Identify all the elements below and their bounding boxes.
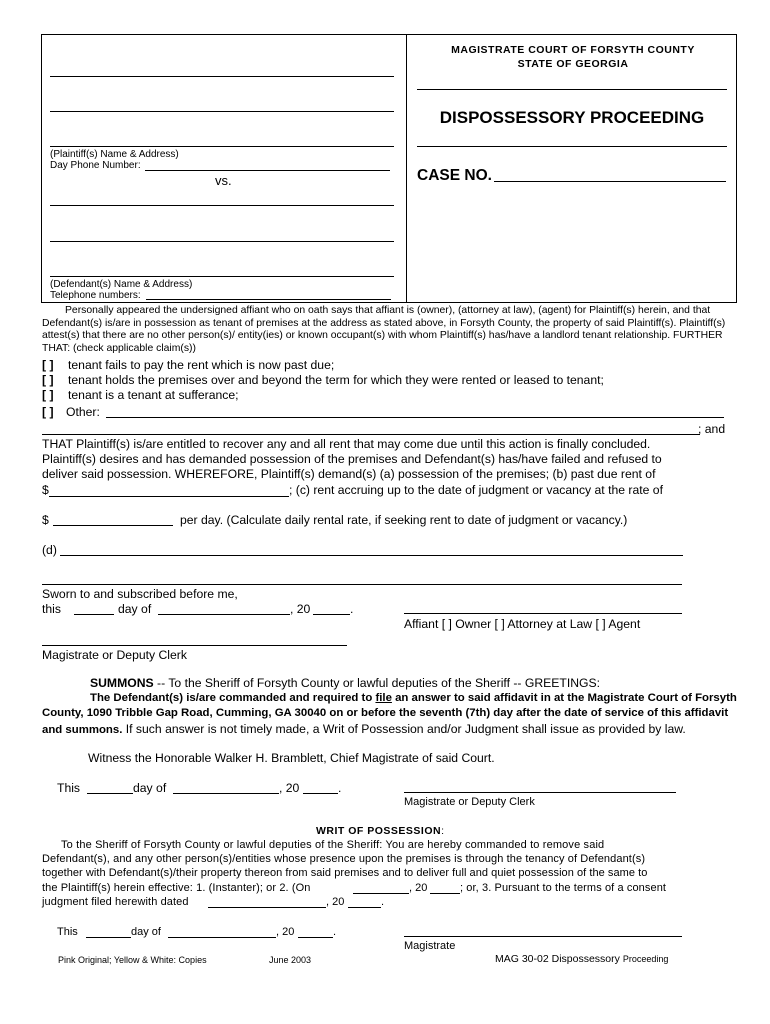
- summons-heading-line: [90, 676, 600, 691]
- claim-d-field-1[interactable]: [60, 555, 683, 556]
- writ-line-5a: judgment filed herewith dated: [42, 896, 189, 908]
- footer-date: June 2003: [269, 955, 312, 965]
- other-claim-field-2[interactable]: [42, 434, 700, 435]
- rent-line-3: deliver said possession. WHEREFORE, Plaintiff(s) demand(s) (a) possession of the premises; (b) past due rent of: [42, 467, 656, 481]
- writ-day-of: day of: [131, 926, 161, 938]
- rent-line-1: THAT Plaintiff(s) is/are entitled to recover any and all rent that may come due until this action is finally concluded.: [42, 437, 651, 451]
- claim-3-text: tenant is a tenant at sufferance;: [68, 388, 239, 402]
- footer-form-suffix: Proceeding: [622, 954, 669, 964]
- plaintiff-line-2[interactable]: [50, 111, 394, 112]
- plaintiff-label: (Plaintiff(s) Name & Address): [50, 149, 179, 160]
- summons-day-of: day of: [133, 781, 167, 795]
- summons-period: .: [338, 781, 342, 795]
- writ-line-4b: , 20: [409, 882, 428, 894]
- caption-divider: [406, 34, 407, 303]
- affiant-signature-line[interactable]: [404, 613, 682, 614]
- writ-effective-year-field[interactable]: [430, 893, 460, 894]
- caption-box: [41, 34, 737, 303]
- case-no-label: CASE NO.: [417, 167, 492, 184]
- writ-line-4a: the Plaintiff(s) herein effective: 1. (Instanter); or 2. (On: [42, 882, 311, 894]
- sworn-year-prefix: , 20: [290, 602, 311, 616]
- and-text: ; and: [698, 422, 726, 436]
- writ-heading: WRIT OF POSSESSION: [316, 825, 442, 837]
- header-rule-1: [417, 89, 727, 90]
- writ-heading-line: [316, 825, 445, 837]
- summons-year-field[interactable]: [303, 793, 338, 794]
- writ-signature-line[interactable]: [404, 936, 682, 937]
- writ-judgment-year-field[interactable]: [348, 907, 381, 908]
- writ-line-5b: , 20: [326, 896, 345, 908]
- sworn-day-field[interactable]: [74, 614, 114, 615]
- court-state: STATE OF GEORGIA: [517, 58, 629, 70]
- rent-line-2: Plaintiff(s) desires and has demanded possession of the premises and Defendant(s) has/have failed and refused to: [42, 452, 662, 466]
- claim-4-text: Other:: [66, 405, 100, 419]
- d-label: (d): [42, 543, 57, 557]
- document-title: DISPOSSESSORY PROCEEDING: [439, 108, 705, 127]
- sworn-month-field[interactable]: [158, 614, 290, 615]
- writ-year-field[interactable]: [298, 937, 333, 938]
- vs-label: vs.: [215, 173, 232, 188]
- writ-month-field[interactable]: [168, 937, 276, 938]
- writ-line-2: Defendant(s), and any other person(s)/entities whose presence upon the premises is through the tenancy of Defendant(s): [42, 853, 646, 865]
- summons-command-post: an answer to said affidavit in at the Magistrate Court of Forsyth County, 1090 Tribble Gap Road, Cumming, GA 30040 on or before the seventh (7th) day after the date of service of this affidavit and summons.: [42, 692, 737, 736]
- court-name: MAGISTRATE COURT OF FORSYTH COUNTY: [451, 44, 695, 56]
- summons-year-prefix: , 20: [279, 781, 300, 795]
- defendant-line-1[interactable]: [50, 205, 394, 206]
- claim-2-checkbox[interactable]: [ ]: [42, 373, 54, 387]
- sworn-year-field[interactable]: [313, 614, 350, 615]
- plaintiff-phone-label: Day Phone Number:: [50, 160, 141, 171]
- summons-signature-line[interactable]: [404, 792, 676, 793]
- footer-copies: Pink Original; Yellow & White: Copies: [58, 955, 207, 965]
- other-claim-field-1[interactable]: [106, 417, 724, 418]
- defendant-phone-label: Telephone numbers:: [50, 290, 141, 301]
- claim-d-field-2[interactable]: [42, 584, 682, 585]
- daily-rate-field[interactable]: [53, 525, 173, 526]
- summons-file-word: file: [375, 692, 392, 704]
- claim-1-checkbox[interactable]: [ ]: [42, 358, 54, 372]
- affiant-capacity[interactable]: Affiant [ ] Owner [ ] Attorney at Law [ ] Agent: [404, 617, 641, 631]
- daily-rate-dollar: $: [42, 513, 49, 527]
- writ-line-4c: ; or, 3. Pursuant to the terms of a consent: [460, 882, 667, 894]
- claim-2-text: tenant holds the premises over and beyond the term for which they were rented or leased to tenant;: [68, 373, 604, 387]
- summons-signer: Magistrate or Deputy Clerk: [404, 796, 535, 808]
- writ-this: This: [57, 926, 78, 938]
- writ-signer: Magistrate: [404, 940, 456, 952]
- summons-month-field[interactable]: [173, 793, 279, 794]
- writ-line-3: together with Defendant(s)/their property thereon from said premises and to deliver full and quiet possession of the same to: [42, 867, 648, 879]
- past-due-rent-field[interactable]: [49, 496, 289, 497]
- writ-line-5c: .: [381, 896, 385, 908]
- writ-period: .: [333, 926, 337, 938]
- summons-heading: SUMMONS: [90, 676, 154, 690]
- summons-body: [42, 691, 742, 738]
- defendant-line-2[interactable]: [50, 241, 394, 242]
- summons-command-pre: The Defendant(s) is/are commanded and required to: [90, 692, 376, 704]
- rent-line-4-tail: ; (c) rent accruing up to the date of judgment or vacancy at the rate of: [289, 483, 663, 497]
- sworn-period: .: [350, 602, 354, 616]
- sworn-this: this: [42, 602, 61, 616]
- claim-3-checkbox[interactable]: [ ]: [42, 388, 54, 402]
- plaintiff-phone-field[interactable]: [145, 170, 390, 171]
- plaintiff-line-1[interactable]: [50, 76, 394, 77]
- plaintiff-line-3[interactable]: [50, 146, 394, 147]
- magistrate-clerk-label: Magistrate or Deputy Clerk: [42, 648, 187, 662]
- writ-line-1: To the Sheriff of Forsyth County or lawful deputies of the Sheriff: You are hereby commanded to remove said: [61, 839, 605, 851]
- summons-greeting: -- To the Sheriff of Forsyth County or lawful deputies of the Sheriff -- GREETINGS:: [153, 676, 601, 690]
- sworn-day-of: day of: [118, 602, 152, 616]
- summons-this: This: [57, 781, 81, 795]
- magistrate-signature-line[interactable]: [42, 645, 347, 646]
- sworn-line-1: Sworn to and subscribed before me,: [42, 587, 238, 601]
- defendant-line-3[interactable]: [50, 276, 394, 277]
- summons-tail: If such answer is not timely made, a Writ of Possession and/or Judgment shall issue as provided by law.: [122, 721, 686, 736]
- per-day-text: per day. (Calculate daily rental rate, if seeking rent to date of judgment or vacancy.): [180, 513, 628, 527]
- claim-4-checkbox[interactable]: [ ]: [42, 405, 54, 419]
- affidavit-intro: Personally appeared the undersigned affiant who on oath says that affiant is (owner), (attorney at law), (agent) for Plaintiff(s) herein, and that Defendant(s) is/are in possession as tenant of premises at the address as stated above, in Forsyth County, the property of said Plaintiff(s). Plaintiff(s) attest(s) that there are no other person(s)/ entity(ies) or known occupant(s) with whom Plaintiff(s) has/have a landlord tenant relationship. FURTHER THAT: (check applicable claim(s)): [42, 305, 726, 354]
- writ-judgment-date-field[interactable]: [208, 907, 326, 908]
- summons-witness: Witness the Honorable Walker H. Bramblett, Chief Magistrate of said Court.: [88, 751, 495, 765]
- summons-day-field[interactable]: [87, 793, 133, 794]
- writ-effective-date-field[interactable]: [353, 893, 409, 894]
- writ-year-prefix: , 20: [276, 926, 295, 938]
- past-due-dollar: $: [42, 483, 49, 497]
- footer-form-no: MAG 30-02 Dispossessory: [495, 953, 620, 965]
- header-rule-2: [417, 146, 727, 147]
- defendant-label: (Defendant(s) Name & Address): [50, 279, 193, 290]
- footer-form-number: [495, 953, 668, 965]
- defendant-phone-field[interactable]: [146, 299, 391, 300]
- writ-day-field[interactable]: [86, 937, 131, 938]
- claim-1-text: tenant fails to pay the rent which is now past due;: [68, 358, 335, 372]
- case-no-field[interactable]: [494, 181, 726, 182]
- writ-colon: :: [441, 825, 445, 837]
